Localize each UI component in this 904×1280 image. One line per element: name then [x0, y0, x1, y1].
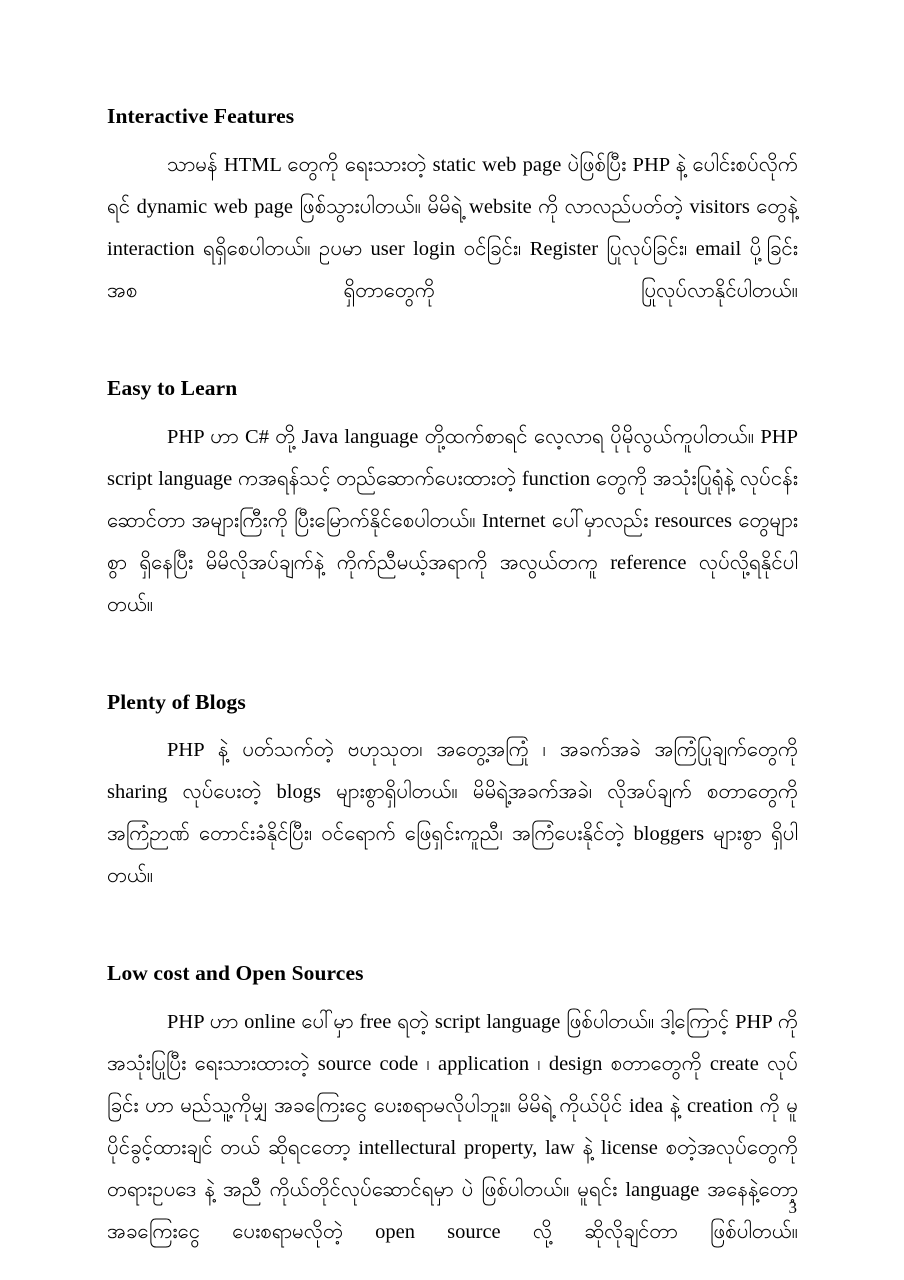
section-heading: Interactive Features — [107, 104, 295, 128]
section-paragraph: PHP ဟာ C# တို့ Java language တို့ထက်စာရင် လေ့လာရ ပိုမိုလွယ်ကူပါတယ်။ PHP script language ကအရန်သင့် တည်ဆောက်ပေးထားတဲ့ function တွေကို အသုံးပြုရုံနဲ့ လုပ်ငန်း ဆောင်တာ အများကြီးကို ပြီးမြောက်နိုင်စေပါတယ်။ Internet ပေါ်မှာလည်း resources တွေများစွာ ရှိနေပြီး မိမိလိုအပ်ချက်နဲ့ ကိုက်ညီမယ့်အရာကို အလွယ်တကူ reference လုပ်လို့ရနိုင်ပါတယ်။ — [107, 425, 798, 616]
document-body — [107, 104, 798, 1280]
section-paragraph: သာမန် HTML တွေကို ရေးသားတဲ့ static web page ပဲဖြစ်ပြီး PHP နဲ့ ပေါင်းစပ်လိုက်ရင် dynamic web page ဖြစ်သွားပါတယ်။ မိမိရဲ့ website ကို လာလည်ပတ်တဲ့ visitors တွေနဲ့ interaction ရရှိစေပါတယ်။ ဥပမာ user login ဝင်ခြင်း၊ Register ပြုလုပ်ခြင်း၊ email ပို့ခြင်းအစ ရှိတာတွေကို ပြုလုပ်လာနိုင်ပါတယ်။ — [107, 153, 798, 302]
section-heading: Easy to Learn — [107, 375, 238, 400]
section-heading: Plenty of Blogs — [107, 689, 246, 714]
section-paragraph: PHP ဟာ online ပေါ်မှာ free ရတဲ့ script language ဖြစ်ပါတယ်။ ဒါ့ကြောင့် PHP ကို အသုံးပြုပြီး ရေးသားထားတဲ့ source code ၊ application ၊ design စတာတွေကို create လုပ်ခြင်း ဟာ မည်သူ့ကိုမျှ အခကြေးငွေ ပေးစရာမလိုပါဘူး။ မိမိရဲ့ ကိုယ်ပိုင် idea နဲ့ creation ကို မူပိုင်ခွင့်ထားချင် တယ် ဆိုရငတော့ intellectural property, law နဲ့ license စတဲ့အလုပ်တွေကို တရားဥပဒေ နဲ့ အညီ ကိုယ်တိုင်လုပ်ဆောင်ရမှာ ပဲ ဖြစ်ပါတယ်။ မူရင်း language အနေနဲ့တော့ အခကြေးငွေ ပေးစရာမလိုတဲ့ open source လို့ ဆိုလိုချင်တာ ဖြစ်ပါတယ်။ — [107, 1011, 798, 1244]
page-number: 3 — [788, 1198, 797, 1217]
section-paragraph: PHP နဲ့ ပတ်သက်တဲ့ ဗဟုသုတ၊ အတွေ့အကြုံ ၊ အခက်အခဲ အကြံပြုချက်တွေကို sharing လုပ်ပေးတဲ့ blogs များစွာရှိပါတယ်။ မိမိရဲ့အခက်အခဲ၊ လိုအပ်ချက် စတာတွေကို အကြံဉာဏ် တောင်းခံနိုင်ပြီး၊ ဝင်ရောက် ဖြေရှင်းကူညီ၊ အကြံပေးနိုင်တဲ့ bloggers များစွာ ရှိပါတယ်။ — [107, 739, 798, 888]
section-heading: Low cost and Open Sources — [107, 961, 364, 986]
section-plenty-of-blogs — [107, 690, 798, 940]
section-easy-to-learn — [107, 376, 798, 668]
section-low-cost-and-open-sources — [107, 961, 798, 1280]
section-interactive-features — [107, 104, 798, 354]
